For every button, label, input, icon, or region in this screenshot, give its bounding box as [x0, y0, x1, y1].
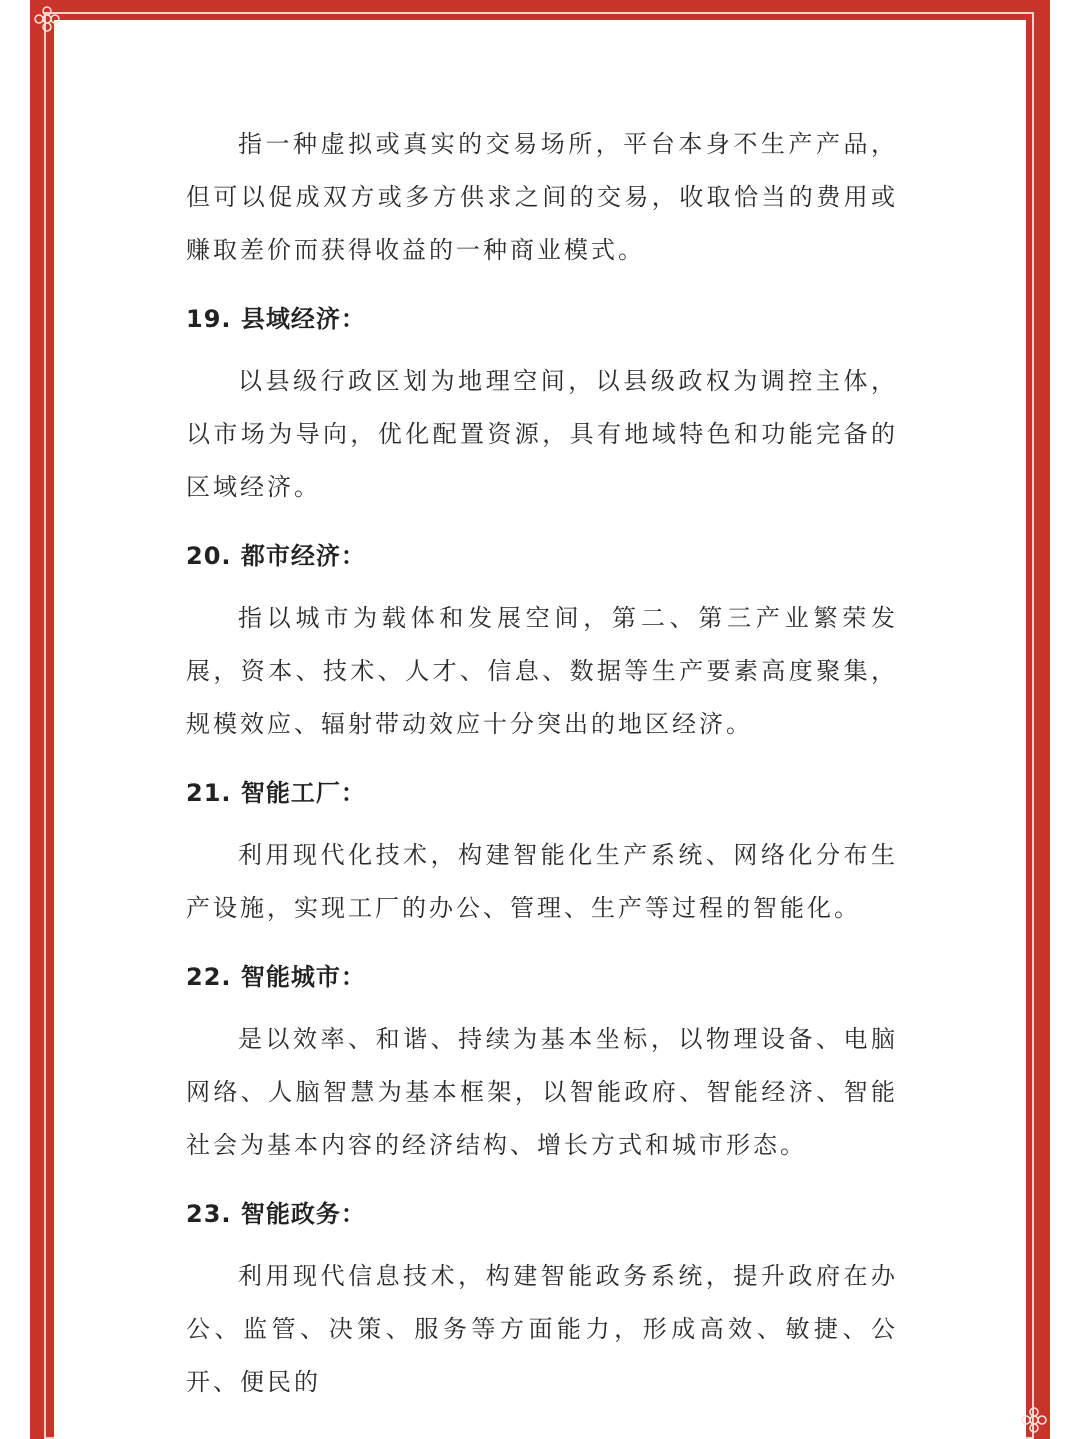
section-19 — [186, 299, 898, 514]
section-22 — [186, 957, 898, 1172]
section-heading: 23. 智能政务： — [186, 1200, 366, 1228]
section-body: 是以效率、和谐、持续为基本坐标，以物理设备、电脑网络、人脑智慧为基本框架，以智能政府、智能经济、智能社会为基本内容的经济结构、增长方式和城市形态。 — [186, 1025, 898, 1159]
section-body: 利用现代信息技术，构建智能政务系统，提升政府在办公、监管、决策、服务等方面能力，形成高效、敏捷、公开、便民的 — [186, 1262, 898, 1396]
intro-paragraph: 指一种虚拟或真实的交易场所，平台本身不生产产品，但可以促成双方或多方供求之间的交易，收取恰当的费用或赚取差价而获得收益的一种商业模式。 — [186, 130, 898, 264]
section-21 — [186, 773, 898, 935]
section-heading: 22. 智能城市： — [186, 963, 366, 991]
corner-flower-icon — [1017, 1403, 1051, 1437]
section-23 — [186, 1194, 898, 1409]
section-heading: 20. 都市经济： — [186, 542, 366, 570]
section-body: 以县级行政区划为地理空间，以县级政权为调控主体，以市场为导向，优化配置资源，具有地域特色和功能完备的区域经济。 — [186, 367, 898, 501]
corner-flower-icon — [30, 2, 64, 36]
document-body — [186, 118, 898, 1409]
section-heading: 21. 智能工厂： — [186, 779, 366, 807]
section-body: 指以城市为载体和发展空间，第二、第三产业繁荣发展，资本、技术、人才、信息、数据等生产要素高度聚集，规模效应、辐射带动效应十分突出的地区经济。 — [186, 604, 898, 738]
section-20 — [186, 536, 898, 751]
section-heading: 19. 县域经济： — [186, 305, 366, 333]
section-body: 利用现代化技术，构建智能化生产系统、网络化分布生产设施，实现工厂的办公、管理、生产等过程的智能化。 — [186, 841, 898, 922]
